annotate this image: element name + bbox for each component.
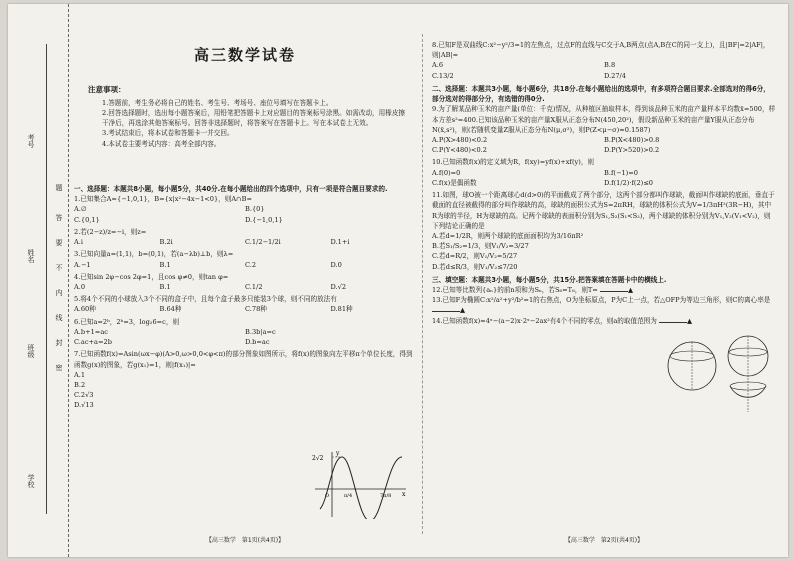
question-8-options xyxy=(432,60,776,70)
option: A.f(0)=0 xyxy=(432,168,461,177)
question-7-options xyxy=(74,370,274,411)
question-13 xyxy=(432,295,776,315)
option: D.√2 xyxy=(330,282,347,291)
question-1-options xyxy=(74,204,416,214)
option: C.ac+a=2b xyxy=(74,338,112,347)
option: C.1/2 xyxy=(245,282,263,291)
option: C.{0,1} xyxy=(74,215,100,224)
option: B.3b|a=c xyxy=(245,327,276,336)
question-11: 11.如图，球O被一个距离球心d(d>0)的平面截成了两个部分，这两个部分都叫作球缺，截面叫作球缺的底面，垂直于截面的直径被截得的部分叫作球缺的高，球缺的面积公式为S=2πRH，球缺的体积公式为V=1/3πH²(3R−H)，其中R为球的半径，H为球缺的高。记两个球缺的表面积分别为S₁,S₂(S₁<S₂)，两个球缺的体积分别为V₁,V₂(V₁<V₂)，则下列结论正确的是 xyxy=(432,191,775,230)
question-2: 2.若(2−z)/z=−i，则z= xyxy=(74,227,147,236)
option: A.0 xyxy=(74,282,86,291)
seal-char: 不 xyxy=(55,264,63,272)
answer-blank xyxy=(600,291,628,292)
question-3: 3.已知向量a=(1,1)，b=(0,1)，若(a−λb)⊥b，则λ= xyxy=(74,250,234,259)
option: A.6 xyxy=(432,61,444,70)
question-8-options xyxy=(432,71,776,81)
binding-label-school: 学校 xyxy=(27,474,35,488)
option: A.i xyxy=(74,238,83,247)
option: D.27/4 xyxy=(604,71,626,80)
option: D.P(Y>520)>0.2 xyxy=(604,146,660,155)
option: B.8 xyxy=(604,61,616,70)
question-12 xyxy=(432,285,776,295)
option: B.2i xyxy=(159,238,173,247)
right-content xyxy=(432,40,776,326)
note-item: 4.本试卷主要考试内容：高考全部内容。 xyxy=(102,139,221,148)
axis-label-x: x xyxy=(402,491,406,498)
option: C.2√3 xyxy=(74,391,94,400)
option: B.2 xyxy=(74,380,86,389)
seal-char: 内 xyxy=(55,289,63,297)
page-1-footer: 【高三数学 第1页(共4页)】 xyxy=(205,536,285,544)
question-1: 1.已知集合A={−1,0,1}，B={x|x²−4x−1<0}，则A∩B= xyxy=(74,195,253,204)
option: A.P(X>480)<0.2 xyxy=(432,135,488,144)
question-6-options xyxy=(74,337,416,347)
page-2 xyxy=(428,4,780,557)
option: C.78种 xyxy=(245,305,267,314)
note-item: 1.答题前，考生务必将自己的姓名、考生号、考场号、座位号填写在答题卡上。 xyxy=(102,98,333,107)
answer-blank xyxy=(659,322,687,323)
question-14 xyxy=(432,316,776,326)
question-10-options xyxy=(432,168,776,178)
question-11-options xyxy=(432,231,657,272)
question-14-text: 14.已知函数f(x)=4ˣ−(a−2)x·2ˣ−2ax²有4个不同的零点，则a的取值范围为 xyxy=(432,316,657,325)
axis-label-y: y xyxy=(336,450,340,457)
seal-char: 封 xyxy=(55,339,63,347)
option: C.1/2−1/2i xyxy=(245,238,281,247)
notes-title: 注意事项： xyxy=(88,85,126,94)
question-9: 9.为了解某品种玉米的亩产量(单位：千克)情况，从种植区抽取样本，得到该品种玉米的亩产量样本平均数x̄=500，样本方差s²=400.已知该品种玉米的亩产量X服从正态分布N(450,20²)，假设新品种玉米的亩产量Y服从正态分布N(x̄,s²)，则(若随机变量Z服从正态分布N(μ,σ²)，则P(Z<μ−σ)≈0.1587) xyxy=(432,105,776,134)
option: A.−1 xyxy=(74,260,91,269)
option: A.60种 xyxy=(74,305,96,314)
tick-label-pi-4: π/4 xyxy=(344,493,353,499)
question-7: 7.已知函数f(x)=Asin(ωx−φ)(A>0,ω>0,0<φ<π)的部分图象如图所示，将f(x)的图象向左平移π个单位长度，得到函数g(x)的图象，若g(x₁)=1，则|f(x₁)|= xyxy=(74,350,413,369)
question-10: 10.已知函数f(x)的定义域为R，f(xy)=yf(x)+xf(y)，则 xyxy=(432,158,595,167)
binding-line xyxy=(46,44,47,514)
question-9-options xyxy=(432,135,776,145)
question-3-options xyxy=(74,260,416,270)
option: C.13/2 xyxy=(432,71,454,80)
seal-char: 题 xyxy=(55,184,63,192)
option: A.1 xyxy=(74,370,86,379)
option: C.2 xyxy=(245,260,257,269)
page-1 xyxy=(70,4,420,557)
option: B.P(X<480)>0.8 xyxy=(604,135,660,144)
note-item: 2.回答选择题时，选出每小题答案后，用铅笔把答题卡上对应题目的答案标号涂黑。如需改动，用橡皮擦干净后，再选涂其他答案标号。回答非选择题时，将答案写在答题卡上。写在本试卷上无效。 xyxy=(102,108,406,128)
section-heading: 二、选择题：本题共3小题，每小题6分，共18分.在每小题给出的选项中，有多项符合题目要求.全部选对的得6分，部分选对的得部分分，有选错的得0分. xyxy=(432,84,770,104)
question-12-text: 12.已知等比数列{aₙ}的前n项和为Sₙ，若S₆=T₆，则T= xyxy=(432,286,598,295)
option: C.若d=R/2，则V₁/V₂=5/27 xyxy=(432,252,518,261)
question-4-options xyxy=(74,282,416,292)
question-9-options xyxy=(432,145,776,155)
sphere-figure xyxy=(664,326,776,418)
question-8: 8.已知F是双曲线C:x²−y²/3=1的左焦点，过点F的直线与C交于A,B两点(点A,B在C的同一支上)，且|BF|=2|AF|，则|AB|= xyxy=(432,41,770,60)
exam-title: 高三数学试卷 xyxy=(193,46,296,64)
question-5: 5.将4个不同的小球放入3个不同的盒子中，且每个盒子最多只能装3个球，则不同的放法有 xyxy=(74,295,337,304)
question-6: 6.已知a=2ᵇ，2ᵇ=3，log₂6=c，则 xyxy=(74,317,180,326)
binding-label-exam-number: 考号 xyxy=(27,134,35,148)
option: A.若d=1/2R，则两个球缺的底面面积均为3/16πR² xyxy=(432,231,584,240)
option: D.f(1/2)·f(2)≤0 xyxy=(604,178,653,187)
option: D.0 xyxy=(330,260,342,269)
option: A.b+1=ac xyxy=(74,327,108,336)
section-1 xyxy=(74,184,416,411)
seal-char: 线 xyxy=(55,314,63,322)
section-heading: 三、填空题：本题共3小题，每小题5分，共15分.把答案填在答题卡中的横线上. xyxy=(432,275,667,284)
option: D.b=ac xyxy=(245,338,270,347)
question-5-options xyxy=(74,304,416,314)
blank-marker: ▲ xyxy=(627,286,634,295)
binding-label-name: 姓名 xyxy=(27,249,35,263)
label-max: 2√2 xyxy=(312,455,324,462)
binding-strip xyxy=(8,4,69,557)
option: D.81种 xyxy=(330,305,353,314)
exam-sheet xyxy=(8,4,788,557)
option: C.P(Y<480)<0.2 xyxy=(432,146,487,155)
page-divider xyxy=(422,34,423,534)
page-2-footer: 【高三数学 第2页(共4页)】 xyxy=(564,536,644,544)
notes-section xyxy=(88,84,408,149)
option: B.1 xyxy=(159,260,171,269)
question-13-text: 13.已知F为椭圆C:x²/a²+y²/b²=1的右焦点，O为坐标原点，P为C上一点，若△OFP为等边三角形，则C的离心率是 xyxy=(432,296,771,305)
question-10-options xyxy=(432,178,776,188)
answer-blank xyxy=(432,311,460,312)
option: B.f(−1)=0 xyxy=(604,168,638,177)
seal-char: 要 xyxy=(55,239,63,247)
option: B.{0} xyxy=(245,205,265,214)
option: A.∅ xyxy=(74,205,87,214)
option: B.若S₁/S₂=1/3，则V₁/V₂=3/27 xyxy=(432,242,529,251)
origin-label: O xyxy=(325,493,330,499)
section-heading: 一、选择题：本题共8小题，每小题5分，共40分.在每小题给出的四个选项中，只有一项是符合题目要求的. xyxy=(74,185,388,193)
option: B.1 xyxy=(159,282,171,291)
question-2-options xyxy=(74,237,416,247)
option: B.64种 xyxy=(159,305,182,314)
note-item: 3.考试结束后，将本试卷和答题卡一并交回。 xyxy=(102,129,234,138)
option: D.{−1,0,1} xyxy=(245,215,283,224)
blank-marker: ▲ xyxy=(460,306,466,315)
seal-char: 答 xyxy=(55,214,63,222)
option: D.√13 xyxy=(74,401,94,410)
option: D.若d≤R/3，则V₁/V₂≤7/20 xyxy=(432,262,518,271)
question-1-options xyxy=(74,215,416,225)
option: C.f(x)是偶函数 xyxy=(432,178,477,187)
question-6-options xyxy=(74,327,416,337)
sine-graph xyxy=(310,449,410,519)
question-4: 4.已知sin 2φ−cos 2φ=1，且cos φ≠0，则tan φ= xyxy=(74,272,229,281)
option: D.1+i xyxy=(330,238,350,247)
tick-label-7pi-8: 7π/8 xyxy=(380,493,392,499)
binding-label-class: 班级 xyxy=(27,344,35,358)
blank-marker: ▲ xyxy=(686,316,693,325)
seal-char: 密 xyxy=(55,364,63,372)
